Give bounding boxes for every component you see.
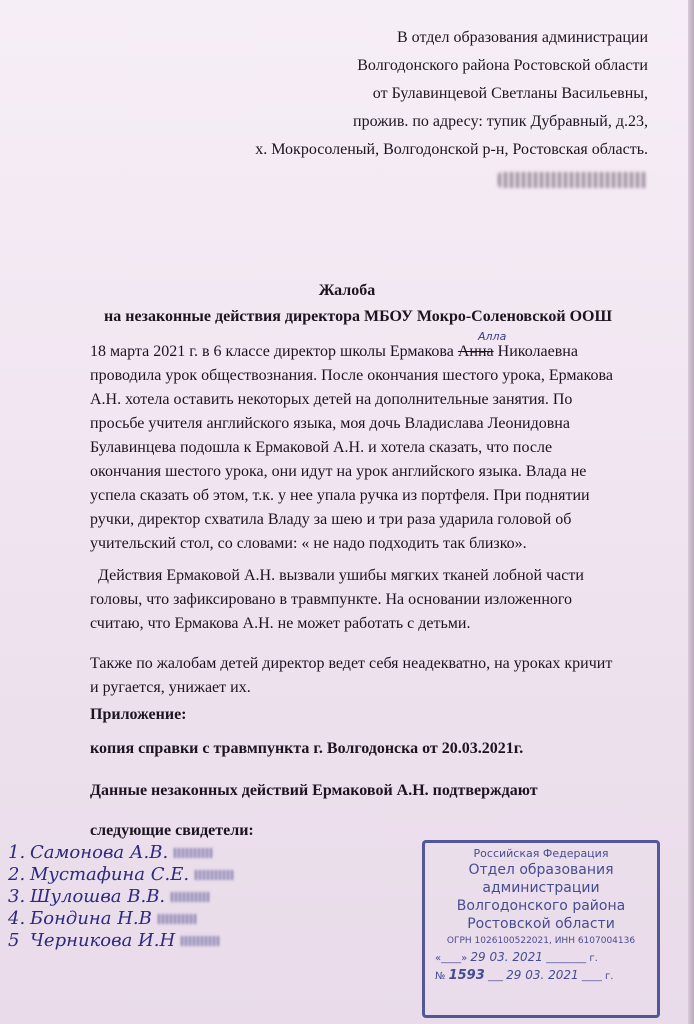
- text-line: проводила урок обществознания. После окончания шестого урока, Ермакова: [90, 367, 613, 384]
- stamp-registration-date: 29 03. 2021: [506, 968, 579, 982]
- addressee-line: В отдел образования администрации: [397, 29, 648, 46]
- stamp-year-suffix: г.: [605, 971, 614, 982]
- attachment-item: копия справки с травмпункта г. Волгодонска от 20.03.2021г.: [90, 740, 524, 757]
- redacted-phone: [255, 164, 648, 192]
- witness-entry: [8, 908, 288, 930]
- handwritten-correction: Алла: [478, 330, 507, 343]
- paragraph-incident: [90, 340, 650, 556]
- text-line: учительский стол, со словами: « не надо подходить так близко».: [90, 535, 527, 552]
- attachment-heading: Приложение:: [90, 706, 187, 723]
- text-line: и ругается, унижает их.: [90, 679, 251, 696]
- paragraph-injuries: [90, 564, 650, 636]
- struck-out-name: Анна: [457, 343, 494, 360]
- text-line: окончания шестого урока, они идут на урок английского языка. Влада не: [90, 463, 587, 480]
- witness-intro: Данные незаконных действий Ермаковой А.Н. подтверждают: [90, 782, 538, 799]
- witness-number: 2.: [8, 864, 26, 885]
- document-title: Жалоба: [318, 282, 376, 299]
- stamp-department-line: Ростовской области: [467, 916, 615, 932]
- stamp-year-suffix: г.: [589, 953, 598, 964]
- text-line: просьбе учителя английского языка, моя дочь Владислава Леонидовна: [90, 415, 570, 432]
- text-line: головы, что зафиксировано в травмпункте. На основании изложенного: [90, 591, 573, 608]
- text-line: Булавинцева подошла к Ермаковой А.Н. и хотела сказать, что после: [90, 439, 553, 456]
- witness-entry: [8, 886, 288, 908]
- signature-scribble: [171, 892, 211, 902]
- stamp-date-row: «____» 29 03. 2021 ________ г.: [435, 950, 598, 964]
- text-line: Действия Ермаковой А.Н. вызвали ушибы мягких тканей лобной части: [90, 567, 584, 584]
- witness-name: Самонова А.В.: [30, 842, 169, 863]
- addressee-line: прожив. по адресу: тупик Дубравный, д.23,: [353, 113, 648, 130]
- text-line: считаю, что Ермакова А.Н. не может работать с детьми.: [90, 615, 471, 632]
- stamp-federation: Российская Федерация: [473, 847, 609, 860]
- addressee-line: Волгодонского района Ростовской области: [357, 57, 648, 74]
- redaction-blur: [498, 172, 648, 188]
- stamp-date-handwritten: 29 03. 2021: [470, 950, 543, 964]
- witness-entry: [8, 842, 288, 864]
- witness-name: Черникова И.Н: [30, 930, 176, 951]
- text-line: ручки, директор схватила Владу за шею и три раза ударила головой об: [90, 511, 572, 528]
- signature-scribble: [195, 870, 235, 880]
- document-subtitle: на незаконные действия директора МБОУ Мокро-Соленовской ООШ: [104, 308, 613, 325]
- witness-entry: [8, 930, 288, 952]
- signature-scribble: [174, 848, 214, 858]
- witness-name: Мустафина С.Е.: [30, 864, 190, 885]
- addressee-line: от Булавинцевой Светланы Васильевны,: [372, 85, 648, 102]
- witness-number: 4.: [8, 908, 26, 929]
- text-after-correction: Николаевна: [493, 343, 578, 360]
- text-line: успела сказать об этом, т.к. у нее упала ручка из портфеля. При поднятии: [90, 487, 590, 504]
- text-line: [90, 340, 650, 364]
- paper-edge-shadow: [688, 0, 694, 1024]
- witness-entry: [8, 864, 288, 886]
- witness-intro-continued: следующие свидетели:: [90, 822, 254, 839]
- stamp-registration-row: № 1593 ___ 29 03. 2021 ____ г.: [435, 968, 614, 983]
- stamp-number-sign: №: [435, 971, 446, 982]
- witness-list: [8, 842, 288, 952]
- witness-name: Бондина Н.В: [30, 908, 152, 929]
- addressee-block: [255, 24, 648, 192]
- signature-scribble: [181, 936, 221, 946]
- stamp-registration-number: 1593: [448, 968, 485, 983]
- stamp-department-line: Волгодонского района: [456, 898, 626, 914]
- addressee-line: х. Мокросоленый, Волгодонской р-н, Ростовская область.: [255, 141, 648, 158]
- witness-number: 3.: [8, 886, 26, 907]
- text-line: А.Н. хотела оставить некоторых детей на дополнительные занятия. По: [90, 391, 573, 408]
- stamp-ogrn: ОГРН 1026100522021, ИНН 6107004136: [446, 936, 636, 946]
- text-before-correction: 18 марта 2021 г. в 6 классе директор школы Ермакова: [90, 343, 458, 360]
- witness-number: 1.: [8, 842, 26, 863]
- text-line: Также по жалобам детей директор ведет себя неадекватно, на уроках кричит: [90, 655, 613, 672]
- stamp-department-line: Отдел образования: [468, 862, 614, 878]
- stamp-department-line: администрации: [482, 880, 600, 896]
- paragraph-behavior: [90, 652, 650, 700]
- witness-number: 5: [8, 930, 20, 951]
- signature-scribble: [158, 914, 198, 924]
- registration-stamp: [422, 840, 660, 1018]
- witness-name: Шулошва В.В.: [30, 886, 166, 907]
